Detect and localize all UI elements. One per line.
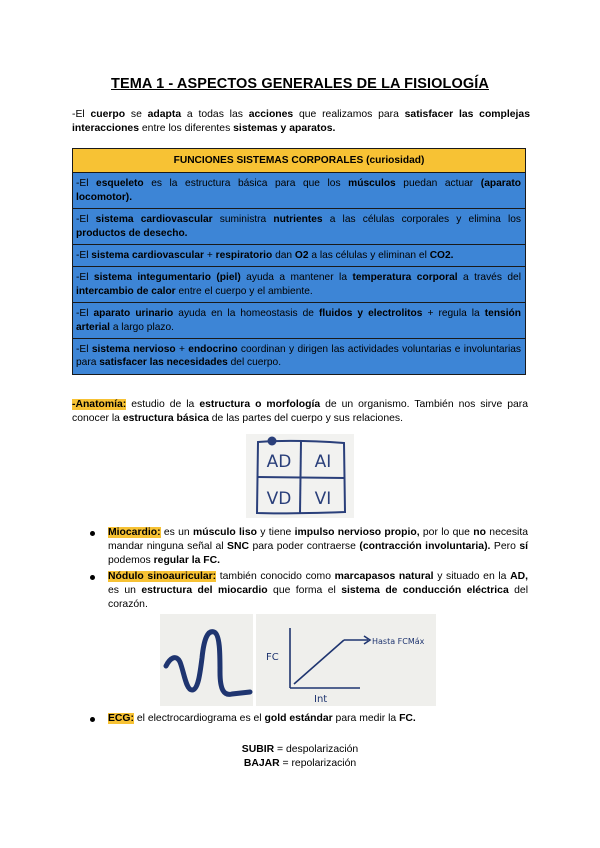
text-run: de las partes del cuerpo y sus relaciones. — [208, 413, 403, 424]
text-run: es un — [108, 585, 142, 596]
text-run: necesita mandar ninguna señal al — [108, 527, 528, 552]
text-run: (contracción involuntaria). — [359, 541, 491, 552]
text-run: marcapasos natural — [334, 571, 434, 582]
text-run: cuerpo — [90, 109, 126, 120]
heart-cell-ad: AD — [266, 452, 292, 472]
text-run: esqueleto — [96, 178, 144, 190]
text-run: aparato urinario — [93, 308, 174, 320]
graph-annotation: Hasta FCMáx — [372, 637, 425, 646]
text-run: para medir la — [332, 713, 400, 724]
text-run: sistema cardiovascular — [91, 250, 204, 262]
text-run: -El — [72, 109, 91, 120]
text-run: gold estándar — [264, 713, 333, 724]
intro-paragraph — [72, 108, 530, 136]
text-run: podemos — [108, 555, 154, 566]
text-run: AD, — [510, 571, 529, 582]
bullet-list — [72, 526, 528, 614]
text-run: regular la FC. — [153, 555, 221, 566]
text-run: del cuerpo. — [227, 357, 282, 369]
text-run: -El — [76, 250, 92, 262]
text-run: ECG: — [108, 713, 134, 724]
legend-value: = despolarización — [274, 744, 359, 755]
table-header: FUNCIONES SISTEMAS CORPORALES (curiosidad) — [73, 149, 526, 173]
text-run: que realizamos para — [293, 109, 405, 120]
table-row — [73, 339, 526, 375]
text-run: es la estructura básica para que los — [143, 178, 349, 190]
text-run: suministra — [212, 214, 274, 226]
table-row — [73, 267, 526, 303]
functions-table — [72, 148, 526, 375]
bullet-icon — [90, 717, 95, 722]
text-run: intercambio de calor — [76, 285, 176, 297]
text-run: también conocido como — [216, 571, 335, 582]
heart-cell-vi: VI — [314, 489, 332, 509]
text-run: a las células y eliminan el — [308, 250, 430, 262]
text-run: dan — [272, 250, 295, 262]
text-run: a todas las — [181, 109, 249, 120]
ecg-list — [72, 712, 528, 726]
bullet-icon — [90, 531, 95, 536]
text-run: entre los diferentes — [139, 123, 234, 134]
text-run: es un — [160, 527, 194, 538]
table-row — [73, 245, 526, 267]
legend-line — [0, 743, 600, 757]
heart-cell-ai: AI — [314, 452, 332, 472]
text-run: sistema integumentario (piel) — [93, 272, 241, 284]
text-run: O2 — [294, 250, 309, 262]
text-run: tensión arterial — [76, 308, 521, 333]
text-run: sistema nervioso — [91, 344, 176, 356]
legend-line — [0, 757, 600, 771]
text-run: sistema de conducción eléctrica — [341, 585, 509, 596]
anatomia-paragraph — [72, 398, 528, 426]
text-run: por lo que — [419, 527, 474, 538]
bullet-icon — [90, 575, 95, 580]
text-run: del corazón. — [108, 585, 529, 610]
text-run: SNC — [227, 541, 249, 552]
text-run: productos de desecho. — [76, 227, 188, 239]
table-row — [73, 173, 526, 209]
text-run: estructura del miocardio — [141, 585, 268, 596]
text-run: estructura o morfología — [199, 399, 321, 410]
text-run: y tiene — [256, 527, 295, 538]
text-run: para poder contraerse — [249, 541, 360, 552]
text-run: sistemas y aparatos. — [233, 123, 336, 134]
myocardium-wave-sketch — [160, 614, 253, 706]
fc-intensity-sketch — [256, 614, 436, 706]
text-run: que forma el — [267, 585, 342, 596]
text-run: Nódulo sinoauricular: — [108, 571, 217, 582]
text-run: satisfacer las necesidades — [99, 357, 228, 369]
legend-value: = repolarización — [279, 758, 357, 769]
text-run: músculo liso — [193, 527, 257, 538]
text-run: músculos — [348, 178, 396, 190]
legend-key: SUBIR — [241, 744, 275, 755]
text-run: impulso nervioso propio, — [294, 527, 420, 538]
text-run: entre el cuerpo y el ambiente. — [175, 285, 313, 297]
text-run: -El — [76, 178, 97, 190]
text-run: no — [473, 527, 486, 538]
text-run: CO2. — [429, 250, 454, 262]
text-run: sistema cardiovascular — [95, 214, 213, 226]
text-run: FC. — [399, 713, 416, 724]
text-run: Miocardio: — [108, 527, 161, 538]
text-run: ayuda a mantener la — [240, 272, 353, 284]
text-run: acciones — [248, 109, 294, 120]
text-run: -Anatomía: — [72, 399, 127, 410]
text-run: estructura básica — [122, 413, 209, 424]
text-run: a largo plazo. — [109, 321, 174, 333]
text-run: endocrino — [188, 344, 238, 356]
text-run: + — [203, 250, 216, 262]
text-run: y situado en la — [433, 571, 511, 582]
text-run: Pero — [490, 541, 520, 552]
graph-y-label: FC — [266, 652, 279, 663]
text-run: + regula la — [422, 308, 485, 320]
list-item — [72, 526, 528, 568]
text-run: -El — [76, 344, 92, 356]
graph-x-label: Int — [314, 694, 328, 705]
node-dot-icon — [268, 437, 277, 446]
text-run: puedan actuar — [395, 178, 481, 190]
page-title: TEMA 1 - ASPECTOS GENERALES DE LA FISIOLOGÍA — [111, 76, 489, 92]
heart-chambers-sketch — [246, 434, 354, 518]
legend-key: BAJAR — [243, 758, 280, 769]
wave-legend — [0, 743, 600, 771]
text-run: de un organismo. También nos sirve para conocer la — [72, 399, 529, 424]
list-item — [72, 570, 528, 612]
text-run: coordinan y dirigen las actividades voluntarias e involuntarias para — [76, 344, 521, 369]
heart-cell-vd: VD — [266, 489, 292, 509]
text-run: (aparato locomotor). — [76, 178, 521, 203]
text-run: respiratorio — [215, 250, 273, 262]
text-run: nutrientes — [273, 214, 323, 226]
text-run: estudio de la — [126, 399, 200, 410]
text-run: se — [125, 109, 148, 120]
text-run: satisfacer las complejas interacciones — [72, 109, 530, 134]
text-run: -El — [76, 308, 94, 320]
text-run: a través del — [457, 272, 521, 284]
text-run: -El — [76, 272, 94, 284]
table-row — [73, 303, 526, 339]
text-run: -El — [76, 214, 96, 226]
text-run: el electrocardiograma es el — [133, 713, 265, 724]
text-run: ayuda en la homeostasis de — [173, 308, 319, 320]
text-run: fluidos y electrolitos — [318, 308, 423, 320]
text-run: a las células corporales y elimina los — [322, 214, 521, 226]
text-run: adapta — [147, 109, 182, 120]
text-run: sí — [519, 541, 529, 552]
text-run: + — [175, 344, 189, 356]
table-row — [73, 209, 526, 245]
text-run: temperatura corporal — [352, 272, 458, 284]
ecg-item — [72, 712, 528, 726]
